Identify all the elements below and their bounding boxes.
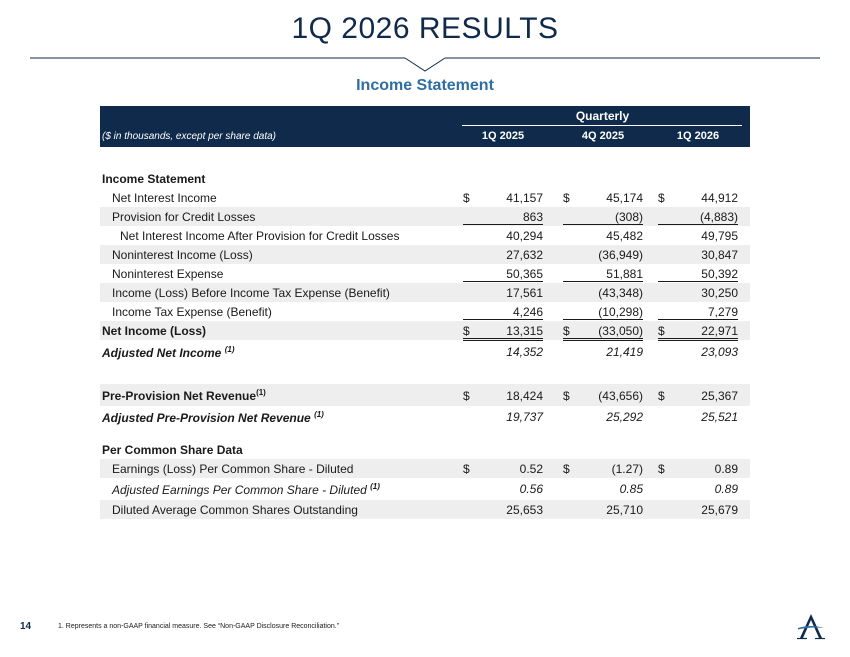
value-cell [463,305,543,320]
value-cell [463,482,543,496]
cell-value: 7,279 [707,305,738,319]
cell-value: 17,561 [506,286,543,300]
cell-value: 25,367 [701,389,738,403]
spacer-row [100,366,750,384]
row-label-text: Pre-Provision Net Revenue [102,389,257,403]
cell-value: 0.56 [519,482,543,496]
cell-value: 22,971 [701,324,738,338]
footnote-marker: (1) [370,482,380,491]
column-header-1q2025: 1Q 2025 [481,130,525,142]
spacer-row [100,428,750,440]
cell-value: (36,949) [598,248,643,262]
column-header-1q2026: 1Q 2026 [676,130,720,142]
value-cell [658,389,738,403]
cell-value: 49,795 [701,229,738,243]
units-note: ($ in thousands, except per share data) [102,131,276,142]
cell-value: 30,847 [701,248,738,262]
cell-value: 21,419 [606,345,643,359]
row-label: Income Tax Expense (Benefit) [112,305,272,319]
dollar-sign: $ [463,324,470,338]
value-cell [658,286,738,300]
value-cell [563,229,643,243]
value-cell [658,267,738,282]
value-cell [658,410,738,424]
value-cell [658,229,738,243]
table-row [100,226,750,245]
table-row [100,321,750,340]
table-row [100,188,750,207]
dollar-sign: $ [463,191,470,205]
cell-value: 40,294 [506,229,543,243]
table-row [100,384,750,406]
dollar-sign: $ [658,462,665,476]
value-cell [563,248,643,262]
value-cell [563,389,643,403]
row-label [102,410,324,425]
value-cell [463,503,543,517]
cell-value: 45,482 [606,229,643,243]
value-cell [463,410,543,424]
cell-value: 0.85 [619,482,643,496]
cell-value: 25,521 [701,410,738,424]
dollar-sign: $ [563,191,570,205]
dollar-sign: $ [563,324,570,338]
table-row [100,500,750,519]
value-cell [463,462,543,476]
value-cell [563,462,643,476]
row-label: Diluted Average Common Shares Outstanding [112,503,358,517]
value-cell [658,482,738,496]
table-row [100,478,750,500]
section-heading-per-share [100,440,750,459]
spacer-row [100,147,750,169]
row-label: Earnings (Loss) Per Common Share - Diluted [112,462,354,476]
cell-value: 863 [522,210,543,224]
dollar-sign: $ [463,462,470,476]
row-label [112,482,380,497]
cell-value: (10,298) [598,305,643,319]
cell-value: 30,250 [701,286,738,300]
cell-value: 44,912 [701,191,738,205]
section-subtitle: Income Statement [356,77,494,94]
cell-value: (43,656) [598,389,643,403]
value-cell [463,210,543,225]
cell-value: 41,157 [506,191,543,205]
atlantic-a-logo-icon [796,612,826,640]
cell-value: 25,292 [606,410,643,424]
value-cell [658,191,738,205]
page-number: 14 [20,621,32,632]
value-cell [658,462,738,476]
table-row [100,406,750,428]
table-row [100,302,750,321]
value-cell [463,389,543,403]
cell-value: 51,881 [606,267,643,281]
income-statement-table [100,106,750,519]
footnote-marker: (1) [224,345,235,354]
cell-value: 0.89 [714,462,738,476]
row-label-text: Adjusted Earnings Per Common Share - Diluted [112,483,367,497]
value-cell [563,286,643,300]
cell-value: 13,315 [506,324,543,338]
value-cell [563,305,643,320]
value-cell [658,324,738,341]
value-cell [463,248,543,262]
dollar-sign: $ [563,389,570,403]
value-cell [563,191,643,205]
cell-value: (308) [614,210,643,224]
row-label: Net Interest Income After Provision for Credit Losses [120,229,400,243]
value-cell [463,286,543,300]
row-label: Provision for Credit Losses [112,210,256,224]
dollar-sign: $ [658,389,665,403]
value-cell [463,267,543,282]
cell-value: 4,246 [512,305,543,319]
cell-value: 18,424 [506,389,543,403]
column-header-4q2025: 4Q 2025 [581,130,625,142]
cell-value: (1.27) [611,462,643,476]
value-cell [658,210,738,225]
section-heading-income-statement [100,169,750,188]
value-cell [563,482,643,496]
value-cell [563,503,643,517]
cell-value: 25,679 [701,503,738,517]
cell-value: 45,174 [606,191,643,205]
value-cell [463,229,543,243]
cell-value: 25,653 [506,503,543,517]
cell-value: 23,093 [701,345,738,359]
value-cell [463,345,543,359]
value-cell [658,305,738,320]
table-row [100,283,750,302]
dollar-sign: $ [658,191,665,205]
cell-value: 0.89 [714,482,738,496]
footnote-marker: (1) [256,388,266,397]
quarterly-header: Quarterly [575,109,630,123]
cell-value: 14,352 [506,345,543,359]
cell-value: 19,737 [506,410,543,424]
cell-value: 50,392 [701,267,738,281]
value-cell [658,503,738,517]
cell-value: 50,365 [506,267,543,281]
dollar-sign: $ [463,389,470,403]
row-label [102,388,266,403]
cell-value: 0.52 [519,462,543,476]
row-label: Net Income (Loss) [102,324,207,338]
dollar-sign: $ [658,324,665,338]
row-label [102,345,234,360]
page-title: 1Q 2026 RESULTS [291,12,559,45]
row-label-text: Adjusted Net Income [102,346,222,360]
footnote: 1. Represents a non-GAAP financial measure. See “Non-GAAP Disclosure Reconciliation.” [58,623,340,630]
cell-value: (4,883) [699,210,738,224]
table-row [100,459,750,478]
row-label: Noninterest Income (Loss) [112,248,253,262]
value-cell [658,345,738,359]
table-column-header [100,126,750,147]
row-label: Income (Loss) Before Income Tax Expense (Benefit) [112,286,390,300]
value-cell [563,324,643,341]
row-label: Noninterest Expense [112,267,224,281]
value-cell [658,248,738,262]
row-label-text: Adjusted Pre-Provision Net Revenue [102,411,311,425]
value-cell [563,267,643,282]
value-cell [563,345,643,359]
dollar-sign: $ [563,462,570,476]
row-label: Net Interest Income [112,191,217,205]
cell-value: 27,632 [506,248,543,262]
value-cell [563,410,643,424]
table-group-header [100,106,750,126]
cell-value: 25,710 [606,503,643,517]
table-row [100,342,750,366]
table-row [100,207,750,226]
value-cell [463,324,543,341]
title-divider [0,52,850,74]
value-cell [463,191,543,205]
cell-value: (33,050) [598,324,643,338]
table-row [100,245,750,264]
table-row [100,264,750,283]
cell-value: (43,348) [598,286,643,300]
value-cell [563,210,643,225]
footnote-marker: (1) [314,410,324,419]
section-label: Per Common Share Data [102,443,243,457]
section-label: Income Statement [102,172,206,186]
